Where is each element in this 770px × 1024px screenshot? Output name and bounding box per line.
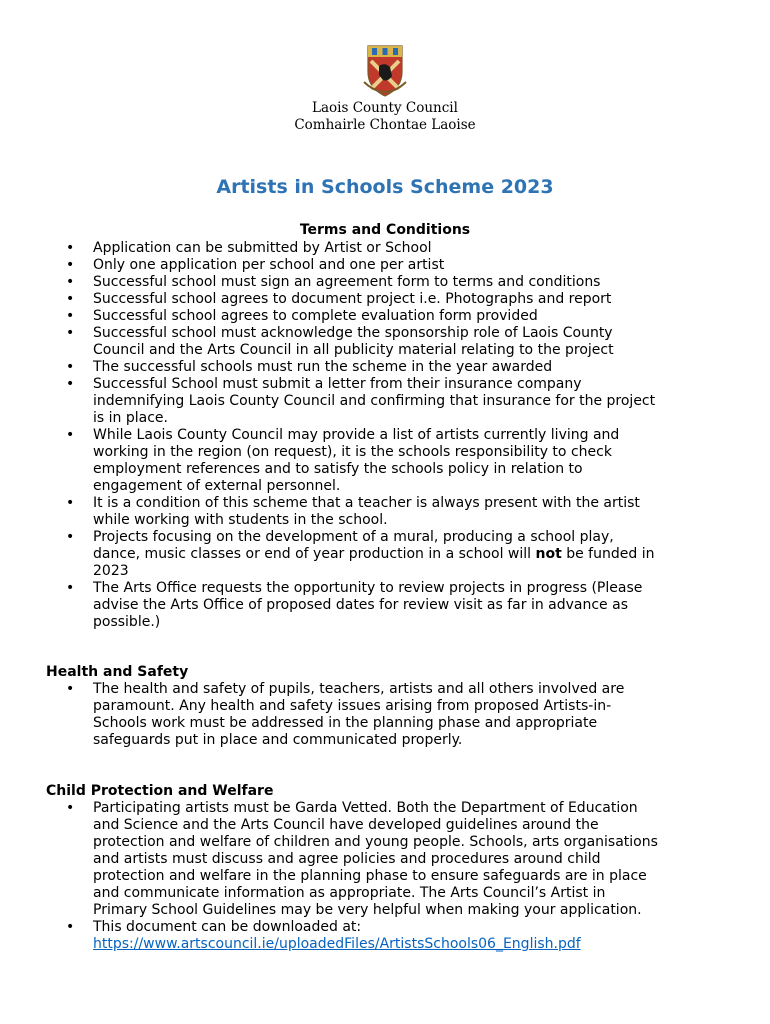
document-title: Artists in Schools Scheme 2023 bbox=[216, 176, 554, 198]
list-item: • While Laois County Council may provide a list of artists currently living and working in the region (on request), it is the schools responsibility to check employment references and to satisfy the schools policy in relation to engagement of external personnel. bbox=[0, 427, 733, 495]
child-protection-heading: Child Protection and Welfare bbox=[46, 783, 274, 799]
council-crest-logo bbox=[362, 42, 408, 100]
terms-heading: Terms and Conditions bbox=[299, 222, 471, 238]
mural-text-after: be funded in 2023 bbox=[93, 546, 655, 579]
list-item: • Successful school agrees to document project i.e. Photographs and report bbox=[0, 291, 733, 308]
list-item: • Successful school must acknowledge the sponsorship role of Laois County Council and the Arts Council in all publicity material relating to the project bbox=[0, 325, 733, 359]
council-name-irish: Comhairle Chontae Laoise bbox=[294, 117, 476, 133]
guidelines-download-link[interactable]: https://www.artscouncil.ie/uploadedFiles/ArtistsSchools06_English.pdf bbox=[93, 936, 581, 952]
health-safety-list bbox=[0, 681, 770, 749]
list-item: • Successful school must sign an agreement form to terms and conditions bbox=[0, 274, 733, 291]
list-item: • Successful school agrees to complete evaluation form provided bbox=[0, 308, 733, 325]
list-item: • The successful schools must run the scheme in the year awarded bbox=[0, 359, 733, 376]
list-item: • Successful School must submit a letter from their insurance company indemnifying Laois County Council and confirming that insurance for the project is in place. bbox=[0, 376, 733, 427]
list-item: • Participating artists must be Garda Vetted. Both the Department of Education and Science and the Arts Council have developed guidelines around the protection and welfare of children and young people. Schools, arts organisations and artists must discuss and agree policies and procedures around child protection and welfare in the planning phase to ensure safeguards are in place and communicate information as appropriate. The Arts Council’s Artist in Primary School Guidelines may be very helpful when making your application. bbox=[0, 800, 733, 919]
list-item: • It is a condition of this scheme that a teacher is always present with the artist while working with students in the school. bbox=[0, 495, 733, 529]
health-safety-heading: Health and Safety bbox=[46, 664, 189, 680]
list-item: • The Arts Office requests the opportunity to review projects in progress (Please advise the Arts Office of proposed dates for review visit as far in advance as possible.) bbox=[0, 580, 733, 631]
mural-emphasis: not bbox=[535, 546, 562, 562]
download-text: This document can be downloaded at: bbox=[93, 919, 362, 935]
mural-text-before: Projects focusing on the development of a mural, producing a school play, dance, music classes or end of year production in a school will bbox=[93, 529, 614, 562]
list-item bbox=[0, 529, 733, 580]
child-protection-list bbox=[0, 800, 770, 953]
list-item: • The health and safety of pupils, teachers, artists and all others involved are paramount. Any health and safety issues arising from proposed Artists-in- Schools work must be addressed in the planning phase and appropriate safeguards put in place and communicated properly. bbox=[0, 681, 733, 749]
terms-list bbox=[0, 240, 770, 631]
council-name-english: Laois County Council bbox=[312, 100, 458, 116]
list-item: • Only one application per school and one per artist bbox=[0, 257, 733, 274]
list-item bbox=[0, 919, 733, 953]
list-item: • Application can be submitted by Artist or School bbox=[0, 240, 733, 257]
